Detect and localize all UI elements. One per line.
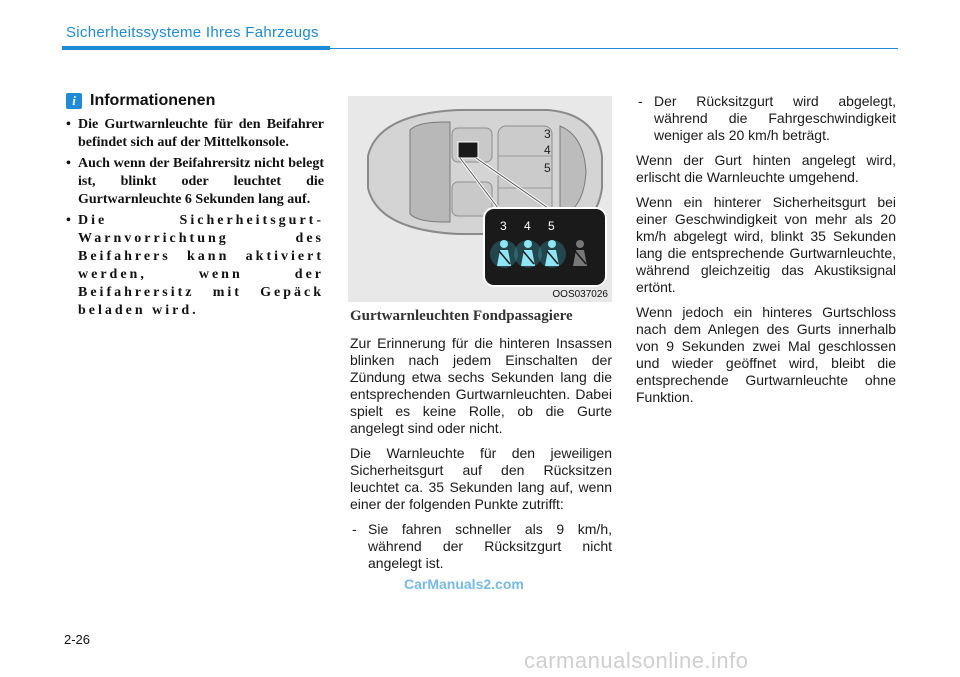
callout-label: 3 (500, 219, 507, 233)
car-topview-illustration (348, 96, 612, 302)
section-title: Gurtwarnleuchten Fondpassagiere (350, 308, 573, 324)
body-paragraph: Wenn jedoch ein hinteres Gurtschloss nach dem Anlegen des Gurts innerhalb von 9 Sekunden zwei Mal geschlossen und wieder geöffnet wird, bleibt die entsprechende Gurtwarnleuchte ohne Funktion. (636, 304, 896, 405)
car-seatbelt-figure (348, 96, 612, 302)
section-header-title: Sicherheitssysteme Ihres Fahrzeugs (66, 24, 319, 41)
callout-label: 5 (548, 219, 555, 233)
info-bullet-list (66, 116, 324, 320)
body-paragraph: Wenn der Gurt hinten angelegt wird, erlischt die Warnleuchte umgehend. (636, 152, 896, 185)
seat-label: 5 (544, 161, 551, 175)
body-paragraph: Die Warnleuchte für den jeweiligen Sicherheitsgurt auf den Rücksitzen leuchtet ca. 35 Sekunden lang auf, wenn einer der folgenden Punkte zutrifft: (350, 445, 612, 512)
seatbelt-warning-icon (490, 240, 518, 268)
body-paragraph: Zur Erinnerung für die hinteren Insassen blinken nach jedem Einschalten der Zündung etwa sechs Sekunden lang die entsprechenden Gurtwarnleuchten. Dabei spielt es keine Rolle, ob die Gurte angelegt sind oder nicht. (350, 335, 612, 436)
page-number: 2-26 (64, 632, 91, 647)
watermark-link[interactable]: CarManuals2.com (404, 576, 524, 592)
info-box-title: Informationenen (90, 92, 216, 109)
seat-label: 3 (544, 127, 551, 141)
console-indicator-box (458, 142, 478, 158)
seat-label: 4 (544, 143, 551, 157)
info-bullet: • Auch wenn der Beifahrersitz nicht belegt ist, blinkt oder leuchtet die Gurtwarnleuchte 6 Sekunden lang auf. (66, 155, 324, 209)
callout-label: 4 (524, 219, 531, 233)
header-rule-thick (62, 46, 330, 50)
header-rule-thin (330, 48, 898, 49)
dash-list-item: - Der Rücksitzgurt wird abgelegt, während die Fahrgeschwindigkeit weniger als 20 km/h beträgt. (636, 93, 896, 144)
body-paragraph: Wenn ein hinterer Sicherheitsgurt bei einer Geschwindigkeit von mehr als 20 km/h abgelegt wird, blinkt 35 Sekunden lang die entsprechende Gurtwarnleuchte, während gleichzeitig das Akustiksignal ertönt. (636, 194, 896, 295)
info-bullet: • Die Sicherheitsgurt-Warnvorrichtung des Beifahrers kann aktiviert werden, wenn der Beifahrersitz mit Gepäck beladen wird. (66, 212, 324, 320)
dash-list-item: - Sie fahren schneller als 9 km/h, während der Rücksitzgurt nicht angelegt ist. (350, 521, 612, 572)
info-icon: i (66, 93, 82, 109)
seatbelt-warning-icon (514, 240, 542, 268)
rear-seatbelt-section-continued (636, 93, 896, 414)
seatbelt-warning-icon (538, 240, 566, 268)
watermark-footer: carmanualsonline.info (524, 648, 749, 673)
info-box (66, 92, 324, 323)
rear-seatbelt-section (350, 308, 612, 572)
windshield-shape (410, 122, 450, 222)
figure-code: OOS037026 (552, 289, 608, 300)
info-box-header (66, 92, 324, 110)
info-bullet: • Die Gurtwarnleuchte für den Beifahrer befindet sich auf der Mittelkonsole. (66, 116, 324, 152)
